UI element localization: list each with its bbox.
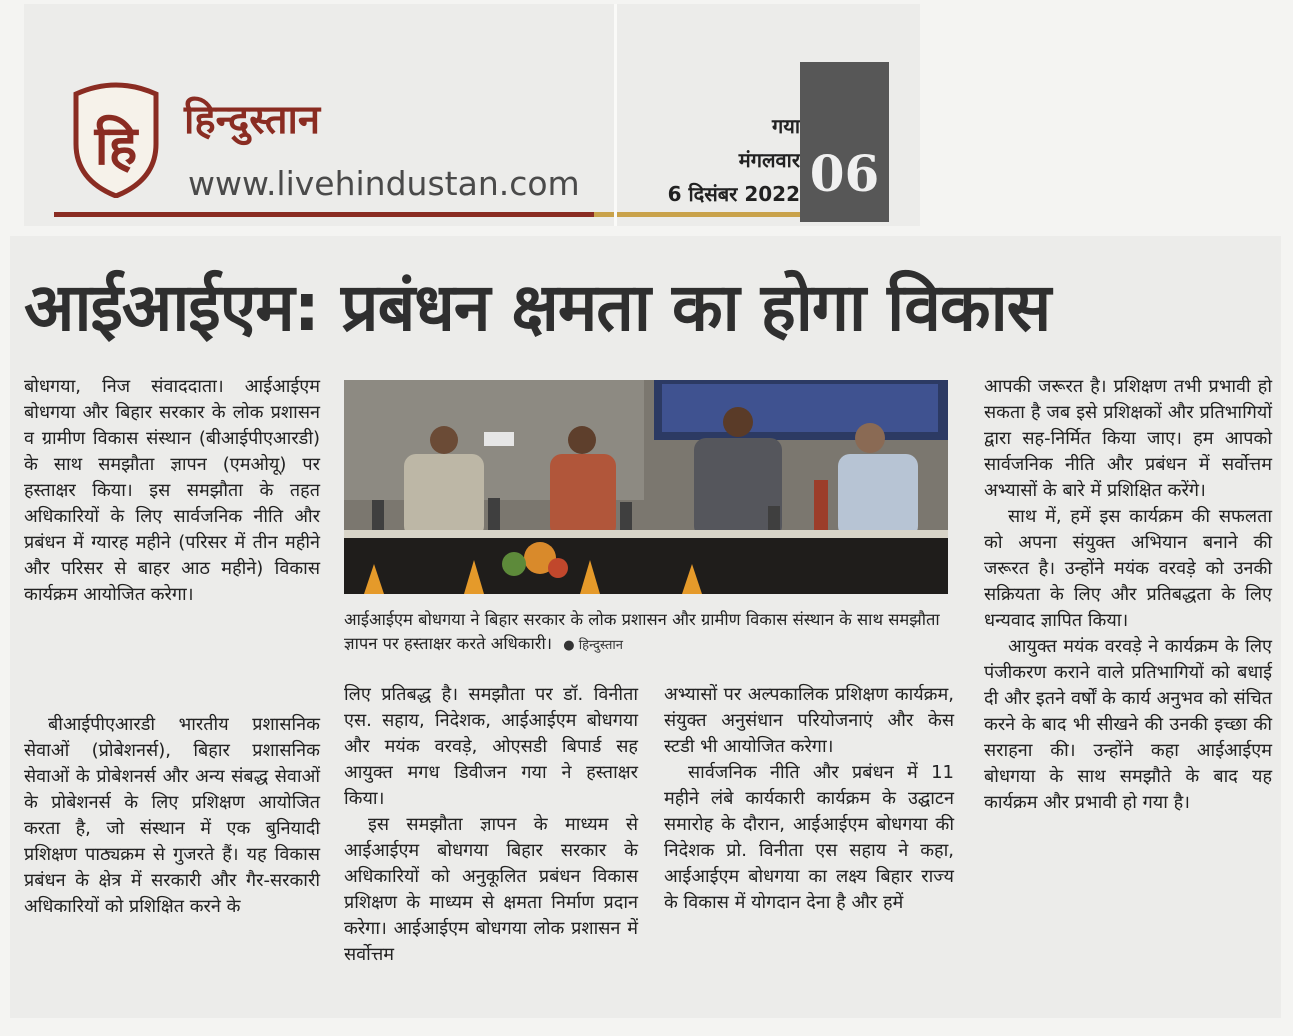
column-3: [664, 682, 954, 916]
edition-city: गया: [771, 114, 800, 138]
paragraph: अभ्यासों पर अल्पकालिक प्रशिक्षण कार्यक्रम, संयुक्त अनुसंधान परियोजनाएं और केस स्टडी भी आयोजित करेगा।: [664, 684, 954, 757]
caption-text: आईआईएम बोधगया ने बिहार सरकार के लोक प्रशासन और ग्रामीण विकास संस्थान के साथ समझौता ज्ञापन पर हस्ताक्षर करते अधिकारी।: [344, 610, 940, 653]
paragraph: बोधगया, निज संवाददाता। आईआईएम बोधगया और बिहार सरकार के लोक प्रशासन व ग्रामीण विकास संस्थान (बीआईपीएआरडी) के साथ समझौता ज्ञापन (एमओयू) पर हस्ताक्षर किया। इस समझौता के तहत अधिकारियों के लिए सार्वजनिक नीति और प्रबंधन में ग्यारह महीने (परिसर में तीन महीने और परिसर से बाहर आठ महीने) विकास कार्यक्रम आयोजित करेगा।: [24, 376, 320, 605]
paragraph: साथ में, हमें इस कार्यक्रम की सफलता को अपना संयुक्त अभियान बनाने की जरूरत है। उन्होंने मयंक वरवड़े को उनकी सक्रियता के लिए और प्रतिबद्धता के लिए धन्यवाद ज्ञापित किया।: [984, 506, 1272, 631]
article-clip: [10, 236, 1281, 1018]
paragraph: लिए प्रतिबद्ध है। समझौता पर डॉ. विनीता एस. सहाय, निदेशक, आईआईएम बोधगया और मयंक वरवड़े, ओएसडी बिपार्ड सह आयुक्त मगध डिवीजन गया ने हस्ताक्षर किया।: [344, 684, 638, 809]
edition-date: 6 दिसंबर 2022: [667, 182, 800, 206]
masthead: [24, 4, 920, 226]
photo-caption: [344, 608, 948, 658]
paragraph: इस समझौता ज्ञापन के माध्यम से आईआईएम बोधगया बिहार सरकार के अधिकारियों को अनुकूलित प्रबंधन विकास प्रशिक्षण के माध्यम से क्षमता निर्माण प्रदान करेगा। आईआईएम बोधगया लोक प्रशासन में सर्वोत्तम: [344, 814, 638, 965]
page-number-box: [800, 62, 889, 222]
column-1-bottom: [24, 712, 320, 920]
officials-photo-image: [344, 380, 948, 594]
edition-day: मंगलवार: [738, 148, 800, 172]
page-number: 06: [809, 144, 880, 203]
paragraph: आयुक्त मयंक वरवड़े ने कार्यक्रम के लिए पंजीकरण कराने वाले प्रतिभागियों को बधाई दी और इतने वर्षों के कार्य अनुभव को संचित करने के बाद भी सीखने की उनकी इच्छा की सराहना की। उन्होंने कहा आईआईएम बोधगया के साथ समझौते के बाद यह कार्यक्रम और प्रभावी हो गया है।: [984, 636, 1272, 813]
paragraph: सार्वजनिक नीति और प्रबंधन में 11 महीने लंबे कार्यकारी कार्यक्रम के उद्घाटन समारोह के दौरान, आईआईएम बोधगया की निदेशक प्रो. विनीता एस सहाय ने कहा, आईआईएम बोधगया का लक्ष्य बिहार राज्य के विकास में योगदान देना है और हमें: [664, 762, 954, 913]
clip-divider: [614, 4, 617, 226]
column-4: [984, 374, 1272, 816]
logo-letter: हि: [94, 114, 138, 177]
masthead-rule-accent: [594, 212, 824, 217]
column-1-top: [24, 374, 320, 608]
news-photo: [344, 380, 948, 594]
photo-credit: ● हिन्दुस्तान: [563, 638, 623, 653]
brand-name: हिन्दुस्तान: [184, 97, 321, 143]
paragraph: आपकी जरूरत है। प्रशिक्षण तभी प्रभावी हो सकता है जब इसे प्रशिक्षकों और प्रतिभागियों द्वारा सह-निर्मित किया जाए। हम आपको सार्वजनिक नीति और प्रबंधन में सर्वोत्तम अभ्यासों के बारे में प्रशिक्षित करेंगे।: [984, 376, 1272, 501]
headline: आईआईएम: प्रबंधन क्षमता का होगा विकास: [24, 269, 1051, 346]
column-2: [344, 682, 638, 968]
brand-url: www.livehindustan.com: [188, 164, 580, 203]
paragraph: बीआईपीएआरडी भारतीय प्रशासनिक सेवाओं (प्रोबेशनर्स), बिहार प्रशासनिक सेवाओं के प्रोबेशनर्स और अन्य संबद्ध सेवाओं के प्रोबेशनर्स के लिए प्रशिक्षण आयोजित करता है, जो संस्थान में एक बुनियादी प्रशिक्षण पाठ्यक्रम से गुजरते हैं। यह विकास प्रबंधन के क्षेत्र में सरकारी और गैर-सरकारी अधिकारियों को प्रशिक्षित करने के: [24, 714, 320, 917]
hindustan-logo-icon: [68, 80, 164, 198]
